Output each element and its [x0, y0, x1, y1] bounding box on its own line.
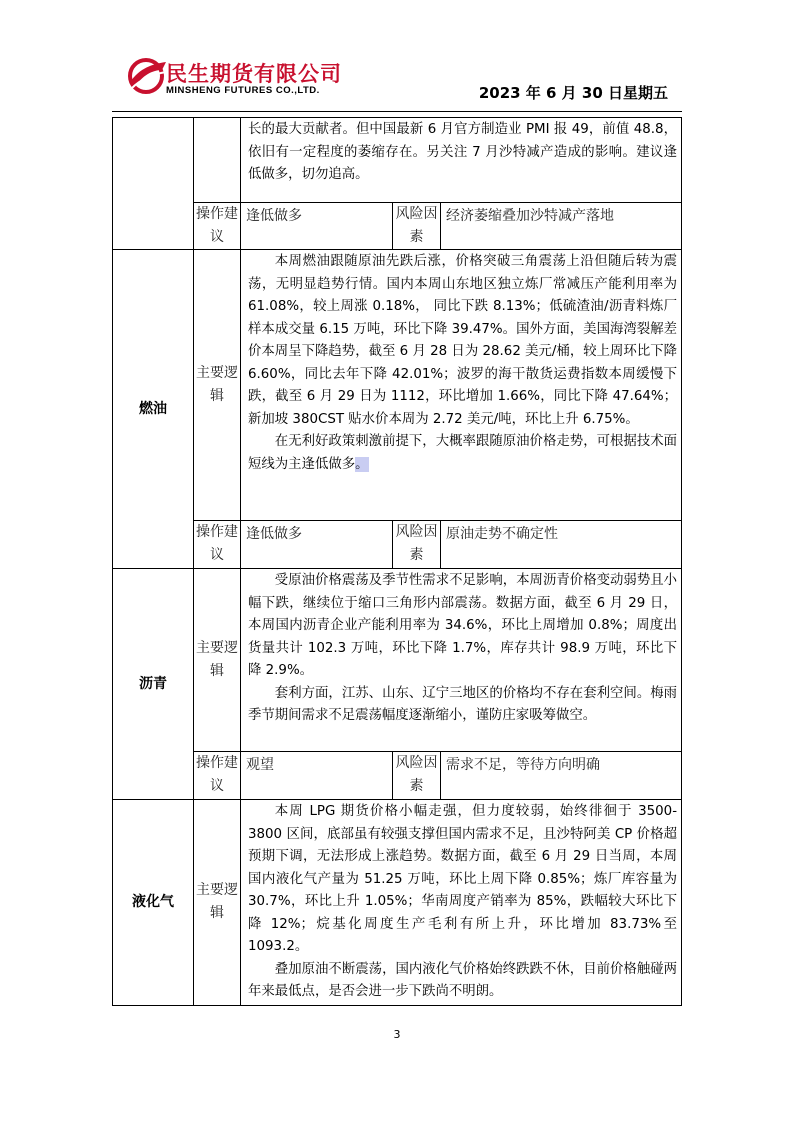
category-cell-continued [113, 118, 194, 250]
report-date: 2023 年 6 月 30 日星期五 [478, 84, 668, 102]
page-number: 3 [393, 1028, 401, 1041]
category-asphalt: 沥青 [113, 569, 194, 800]
op-label: 操作建议 [194, 752, 241, 800]
op-value: 观望 [241, 752, 393, 800]
risk-value: 经济萎缩叠加沙特减产落地 [441, 203, 682, 250]
company-name-en: MINSHENG FUTURES CO.,LTD. [166, 85, 320, 96]
lpg-paragraph-2: 叠加原油不断震荡，国内液化气价格始终跌跌不休，目前价格触碰两年来最低点，是否会进一步下跌尚不明朗。 [248, 961, 678, 999]
logic-text-lpg [241, 800, 682, 1006]
risk-label: 风险因素 [393, 521, 441, 569]
logic-text-fuel [241, 250, 682, 521]
table-row [113, 800, 682, 1006]
risk-value: 原油走势不确定性 [441, 521, 682, 569]
op-value: 逢低做多 [241, 203, 393, 250]
table-row [113, 118, 682, 203]
logic-label-asphalt: 主要逻辑 [194, 569, 241, 752]
commodity-analysis-table [112, 117, 682, 1006]
table-row [113, 203, 682, 250]
fuel-paragraph-2: 在无利好政策刺激前提下，大概率跟随原油价格走势，可根据技术面短线为主逢低做多。 [248, 434, 678, 472]
logic-label-lpg: 主要逻辑 [194, 800, 241, 1006]
company-name-cn: 民生期货有限公司 [166, 62, 342, 86]
risk-label: 风险因素 [393, 752, 441, 800]
risk-label: 风险因素 [393, 203, 441, 250]
header-divider [112, 111, 682, 112]
table-row [113, 250, 682, 521]
op-value: 逢低做多 [241, 521, 393, 569]
logic-label-cell-continued [194, 118, 241, 203]
fuel-paragraph-1: 本周燃油跟随原油先跌后涨，价格突破三角震荡上沿但随后转为震荡，无明显趋势行情。国内本周山东地区独立炼厂常减压产能利用率为 61.08%，较上周涨 0.18%， 同比下跌 8.13%；低硫渣油/沥青料炼厂样本成交量 6.15 万吨，环比下降 39.47%。国外方面，美国海湾裂解差价本周呈下降趋势，截至 6 月 28 日为 28.62 美元/桶，较上周环比下降 6.60%，同比去年下降 42.01%；波罗的海干散货运费指数本周缓慢下跌，截至 6 月 29 日为 1112，环比增加 1.66%，同比下降 47.64%；新加坡 380CST 贴水价本周为 2.72 美元/吨，环比上升 6.75%。 [248, 254, 678, 427]
asphalt-paragraph-2: 套利方面，江苏、山东、辽宁三地区的价格均不存在套利空间。梅雨季节期间需求不足震荡幅度逐渐缩小，谨防庄家吸筹做空。 [248, 685, 678, 723]
risk-value: 需求不足，等待方向明确 [441, 752, 682, 800]
op-label: 操作建议 [194, 521, 241, 569]
logic-label-fuel: 主要逻辑 [194, 250, 241, 521]
table-row [113, 569, 682, 752]
op-label: 操作建议 [194, 203, 241, 250]
logic-text-continued: 长的最大贡献者。但中国最新 6 月官方制造业 PMI 报 49，前值 48.8，依旧有一定程度的萎缩存在。另关注 7 月沙特减产造成的影响。建议逢低做多，切勿追高。 [241, 118, 682, 203]
company-logo-icon [126, 56, 168, 94]
lpg-paragraph-1: 本周 LPG 期货价格小幅走强，但力度较弱，始终徘徊于 3500-3800 区间，底部虽有较强支撑但国内需求不足，且沙特阿美 CP 价格超预期下调，无法形成上涨趋势。数据方面，截至 6 月 29 日当周，本周国内液化气产量为 51.25 万吨，环比上周下降 0.85%；炼厂库容量为 30.7%，环比上升 1.05%；华南周度产销率为 85%，跌幅较大环比下降 12%；烷基化周度生产毛利有所上升，环比增加 83.73%至 1093.2。 [248, 804, 678, 954]
category-lpg: 液化气 [113, 800, 194, 1006]
category-fuel: 燃油 [113, 250, 194, 569]
table-row [113, 752, 682, 800]
asphalt-paragraph-1: 受原油价格震荡及季节性需求不足影响，本周沥青价格变动弱势且小幅下跌，继续位于缩口三角形内部震荡。数据方面，截至 6 月 29 日，本周国内沥青企业产能利用率为 34.6%，环比上周增加 0.8%；周度出货量共计 102.3 万吨，环比下降 1.7%，库存共计 98.9 万吨，环比下降 2.9%。 [248, 573, 678, 678]
table-row [113, 521, 682, 569]
logic-text-asphalt [241, 569, 682, 752]
